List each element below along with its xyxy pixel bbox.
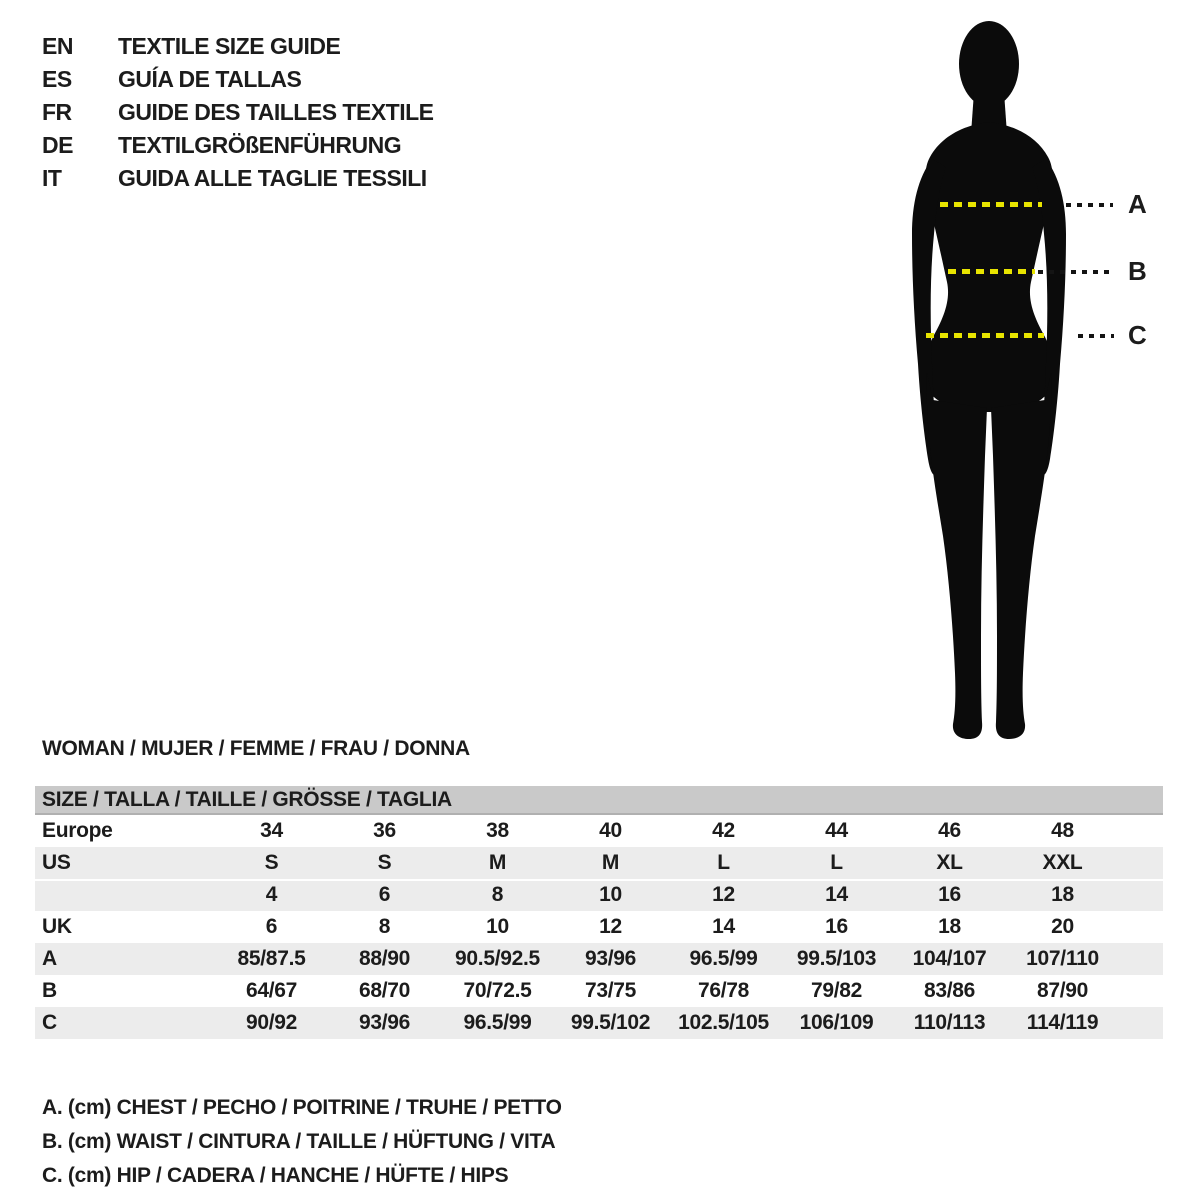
chest-extension-dots [1066, 203, 1113, 207]
size-cell: 4 [265, 883, 278, 906]
size-cell: 44 [825, 819, 848, 842]
waist-measure-line [948, 269, 1035, 274]
table-row-europe [35, 815, 1163, 847]
size-cell: XL [936, 851, 963, 874]
size-cell: 48 [1051, 819, 1074, 842]
language-code: IT [42, 165, 62, 191]
language-row [42, 63, 434, 96]
table-row-us [35, 847, 1163, 879]
size-cell: 110/113 [913, 1011, 986, 1034]
size-cell: 18 [938, 915, 961, 938]
marker-label-waist: B [1128, 256, 1147, 286]
language-code: DE [42, 132, 73, 158]
language-row [42, 162, 434, 195]
size-cell: 76/78 [697, 979, 750, 1002]
size-cell: 12 [599, 915, 622, 938]
woman-silhouette-figure [903, 18, 1093, 745]
size-cell: 6 [265, 915, 278, 938]
size-cell: 38 [486, 819, 509, 842]
size-cell: 114/119 [1026, 1011, 1099, 1034]
size-cell: L [830, 851, 843, 874]
size-cell: 93/96 [358, 1011, 411, 1034]
size-cell: 42 [712, 819, 735, 842]
waist-extension-dots [1038, 270, 1113, 274]
row-label: US [42, 851, 71, 874]
row-label: C [42, 1011, 57, 1034]
size-cell: 16 [938, 883, 961, 906]
language-code: FR [42, 99, 72, 125]
legend-waist: B. (cm) WAIST / CINTURA / TAILLE / HÜFTUNG / VITA [42, 1130, 556, 1153]
size-cell: 36 [373, 819, 396, 842]
size-cell: 83/86 [923, 979, 976, 1002]
table-row-waist-b [35, 975, 1163, 1007]
table-row-us-numeric [35, 879, 1163, 911]
hip-extension-dots [1078, 334, 1114, 338]
language-code: ES [42, 66, 72, 92]
size-cell: 16 [825, 915, 848, 938]
size-cell: 12 [712, 883, 735, 906]
table-row-hip-c [35, 1007, 1163, 1039]
size-cell: 96.5/99 [689, 947, 758, 970]
language-title-block [42, 30, 434, 195]
size-cell: 18 [1051, 883, 1074, 906]
size-cell: 64/67 [245, 979, 298, 1002]
size-cell: 79/82 [810, 979, 863, 1002]
row-label: UK [42, 915, 72, 938]
row-label: A [42, 947, 57, 970]
size-cell: S [377, 851, 392, 874]
size-cell: 106/109 [799, 1011, 874, 1034]
size-cell: 90.5/92.5 [455, 947, 540, 970]
size-cell: 34 [260, 819, 283, 842]
size-cell: 8 [491, 883, 504, 906]
size-cell: 99.5/103 [796, 947, 877, 970]
size-cell: 6 [378, 883, 391, 906]
size-cell: 104/107 [912, 947, 987, 970]
table-row-uk [35, 911, 1163, 943]
size-cell: 73/75 [584, 979, 637, 1002]
language-code: EN [42, 33, 73, 59]
guide-title: GUIDA ALLE TAGLIE TESSILI [118, 165, 427, 191]
language-row [42, 129, 434, 162]
marker-label-hip: C [1128, 320, 1147, 350]
size-cell: 93/96 [584, 947, 637, 970]
size-cell: 40 [599, 819, 622, 842]
guide-title: TEXTILE SIZE GUIDE [118, 33, 341, 59]
row-label: B [42, 979, 57, 1002]
size-cell: 14 [825, 883, 848, 906]
table-row-chest-a [35, 943, 1163, 975]
legend-chest: A. (cm) CHEST / PECHO / POITRINE / TRUHE / PETTO [42, 1096, 562, 1119]
size-cell: XXL [1042, 851, 1083, 874]
size-cell: 88/90 [358, 947, 411, 970]
size-cell: 8 [378, 915, 391, 938]
size-cell: S [264, 851, 279, 874]
size-cell: 20 [1051, 915, 1074, 938]
guide-title: GUIDE DES TAILLES TEXTILE [118, 99, 434, 125]
size-cell: 99.5/102 [570, 1011, 651, 1034]
guide-title: GUÍA DE TALLAS [118, 66, 302, 92]
size-cell: 10 [599, 883, 622, 906]
section-title-woman: WOMAN / MUJER / FEMME / FRAU / DONNA [42, 737, 470, 760]
size-cell: L [717, 851, 730, 874]
size-cell: 68/70 [358, 979, 411, 1002]
size-cell: 46 [938, 819, 961, 842]
size-cell: 70/72.5 [463, 979, 532, 1002]
marker-label-chest: A [1128, 189, 1147, 219]
size-cell: 90/92 [245, 1011, 298, 1034]
size-cell: 102.5/105 [678, 1011, 769, 1034]
chest-measure-line [940, 202, 1042, 207]
legend-hip: C. (cm) HIP / CADERA / HANCHE / HÜFTE / HIPS [42, 1164, 509, 1187]
woman-silhouette [903, 18, 1093, 745]
size-cell: 96.5/99 [463, 1011, 532, 1034]
size-table-header: SIZE / TALLA / TAILLE / GRÖSSE / TAGLIA [35, 786, 1163, 815]
size-cell: M [601, 851, 620, 874]
size-table [35, 786, 1163, 1039]
size-cell: 85/87.5 [237, 947, 306, 970]
size-cell: 14 [712, 915, 735, 938]
language-row [42, 30, 434, 63]
size-cell: 107/110 [1026, 947, 1099, 970]
size-cell: M [488, 851, 507, 874]
guide-title: TEXTILGRÖßENFÜHRUNG [118, 132, 402, 158]
hip-measure-line [926, 333, 1044, 338]
measurement-legend [42, 1091, 562, 1193]
size-cell: 87/90 [1036, 979, 1089, 1002]
size-cell: 10 [486, 915, 509, 938]
row-label: Europe [42, 819, 113, 842]
language-row [42, 96, 434, 129]
